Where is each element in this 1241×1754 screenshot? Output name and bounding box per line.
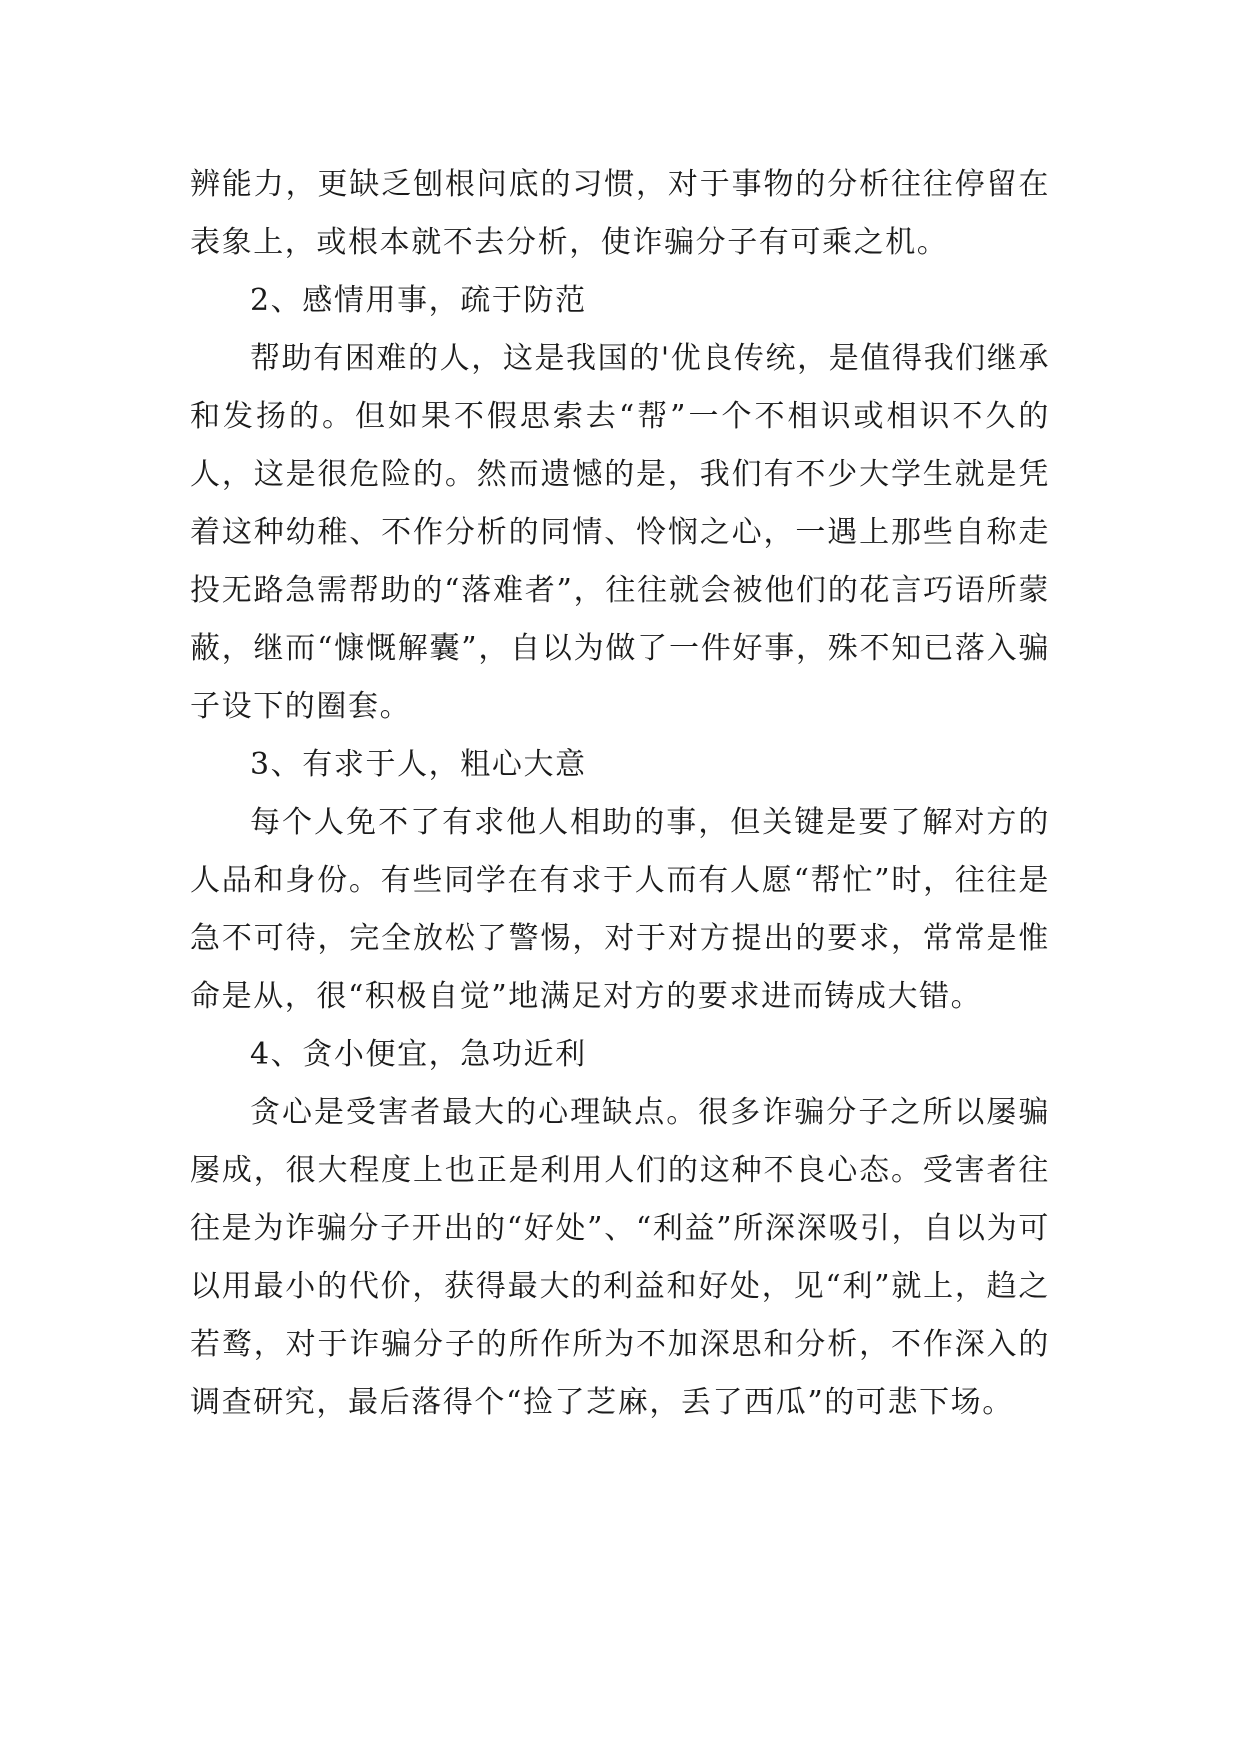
paragraph-continuation: 辨能力，更缺乏刨根问底的习惯，对于事物的分析往往停留在表象上，或根本就不去分析，使诈骗分子有可乘之机。 <box>190 167 1050 260</box>
paragraph-section-3: 每个人免不了有求他人相助的事，但关键是要了解对方的人品和身份。有些同学在有求于人而有人愿“帮忙”时，往往是急不可待，完全放松了警惕，对于对方提出的要求，常常是惟命是从，很“积极自觉”地满足对方的要求进而铸成大错。 <box>190 805 1050 1014</box>
section-heading-2: 2、感情用事，疏于防范 <box>250 283 587 318</box>
paragraph-section-4: 贪心是受害者最大的心理缺点。很多诈骗分子之所以屡骗屡成，很大程度上也正是利用人们的这种不良心态。受害者往往是为诈骗分子开出的“好处”、“利益”所深深吸引，自以为可以用最小的代价，获得最大的利益和好处，见“利”就上，趋之若鹜，对于诈骗分子的所作所为不加深思和分析，不作深入的调查研究，最后落得个“捡了芝麻，丢了西瓜”的可悲下场。 <box>190 1095 1050 1420</box>
section-heading-3: 3、有求于人，粗心大意 <box>250 747 587 782</box>
paragraph-section-2: 帮助有困难的人，这是我国的'优良传统，是值得我们继承和发扬的。但如果不假思索去“帮”一个不相识或相识不久的人，这是很危险的。然而遗憾的是，我们有不少大学生就是凭着这种幼稚、不作分析的同情、怜悯之心，一遇上那些自称走投无路急需帮助的“落难者”，往往就会被他们的花言巧语所蒙蔽，继而“慷慨解囊”，自以为做了一件好事，殊不知已落入骗子设下的圈套。 <box>190 341 1050 724</box>
document-page <box>190 156 1050 1432</box>
section-heading-4: 4、贪小便宜，急功近利 <box>250 1037 587 1072</box>
